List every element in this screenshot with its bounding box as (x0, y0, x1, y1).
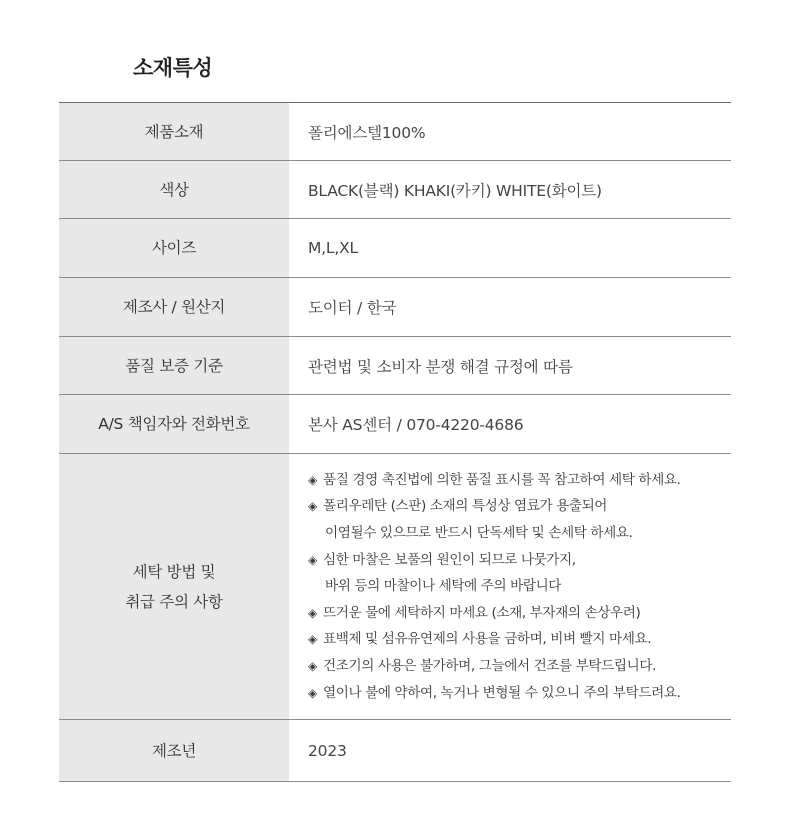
diamond-bullet-icon: ◈ (308, 472, 317, 487)
diamond-bullet-icon: ◈ (308, 658, 317, 673)
table-row-year (59, 720, 731, 782)
list-item (308, 467, 681, 494)
section-title: 소재특성 (133, 56, 213, 80)
list-item (308, 600, 681, 627)
care-item-text: 표백제 및 섬유유연제의 사용을 금하며, 비벼 빨지 마세요. (323, 631, 652, 648)
care-item-text: 품질 경영 촉진법에 의한 품질 표시를 꼭 참고하여 세탁 하세요. (323, 471, 681, 488)
row-value: 2023 (308, 741, 347, 760)
care-instructions-list (308, 467, 681, 706)
list-item (308, 626, 681, 653)
care-item-text: 폴리우레탄 (스판) 소재의 특성상 염료가 용출되어 (323, 498, 608, 515)
diamond-bullet-icon: ◈ (308, 499, 317, 514)
diamond-bullet-icon: ◈ (308, 552, 317, 567)
table-row-care (59, 454, 731, 720)
row-label: 품질 보증 기준 (59, 337, 289, 394)
list-item (308, 653, 681, 680)
table-row-size (59, 219, 731, 278)
table-row-material (59, 103, 731, 161)
list-item (308, 547, 681, 600)
row-label: 제조사 / 원산지 (59, 278, 289, 336)
row-label: A/S 책임자와 전화번호 (59, 395, 289, 453)
table-row-as-contact (59, 395, 731, 454)
care-item-text: 건조기의 사용은 불가하며, 그늘에서 건조를 부탁드립니다. (323, 657, 657, 674)
care-item-continuation: 이염될수 있으므로 반드시 단독세탁 및 손세탁 하세요. (325, 525, 633, 542)
list-item (308, 680, 681, 707)
care-item-text: 뜨거운 물에 세탁하지 마세요 (소재, 부자재의 손상우려) (323, 604, 641, 621)
list-item (308, 493, 681, 546)
row-value: 폴리에스텔100% (308, 123, 426, 142)
care-item-text: 열이나 불에 약하여, 녹거나 변형될 수 있으니 주의 부탁드려요. (323, 684, 681, 701)
row-label (59, 454, 289, 719)
row-value: 관련법 및 소비자 분쟁 해결 규정에 따름 (308, 357, 573, 376)
row-label: 제조년 (59, 720, 289, 781)
table-row-manufacturer (59, 278, 731, 337)
row-label: 사이즈 (59, 219, 289, 277)
diamond-bullet-icon: ◈ (308, 685, 317, 700)
diamond-bullet-icon: ◈ (308, 605, 317, 620)
row-label: 제품소재 (59, 103, 289, 160)
table-row-color (59, 161, 731, 219)
spec-table (59, 102, 731, 782)
care-label-line: 세탁 방법 및 (132, 562, 216, 581)
row-value (289, 454, 731, 719)
care-label-line: 취급 주의 사항 (125, 592, 223, 611)
table-row-quality (59, 337, 731, 395)
row-value: BLACK(블랙) KHAKI(카키) WHITE(화이트) (308, 181, 602, 200)
row-label: 색상 (59, 161, 289, 218)
care-item-continuation: 바위 등의 마찰이나 세탁에 주의 바랍니다 (325, 578, 562, 595)
row-value: 도이터 / 한국 (308, 299, 397, 317)
row-value: 본사 AS센터 / 070-4220-4686 (308, 416, 524, 434)
care-item-text: 심한 마찰은 보풀의 원인이 되므로 나뭇가지, (323, 551, 576, 568)
diamond-bullet-icon: ◈ (308, 632, 317, 647)
row-value: M,L,XL (308, 239, 358, 257)
